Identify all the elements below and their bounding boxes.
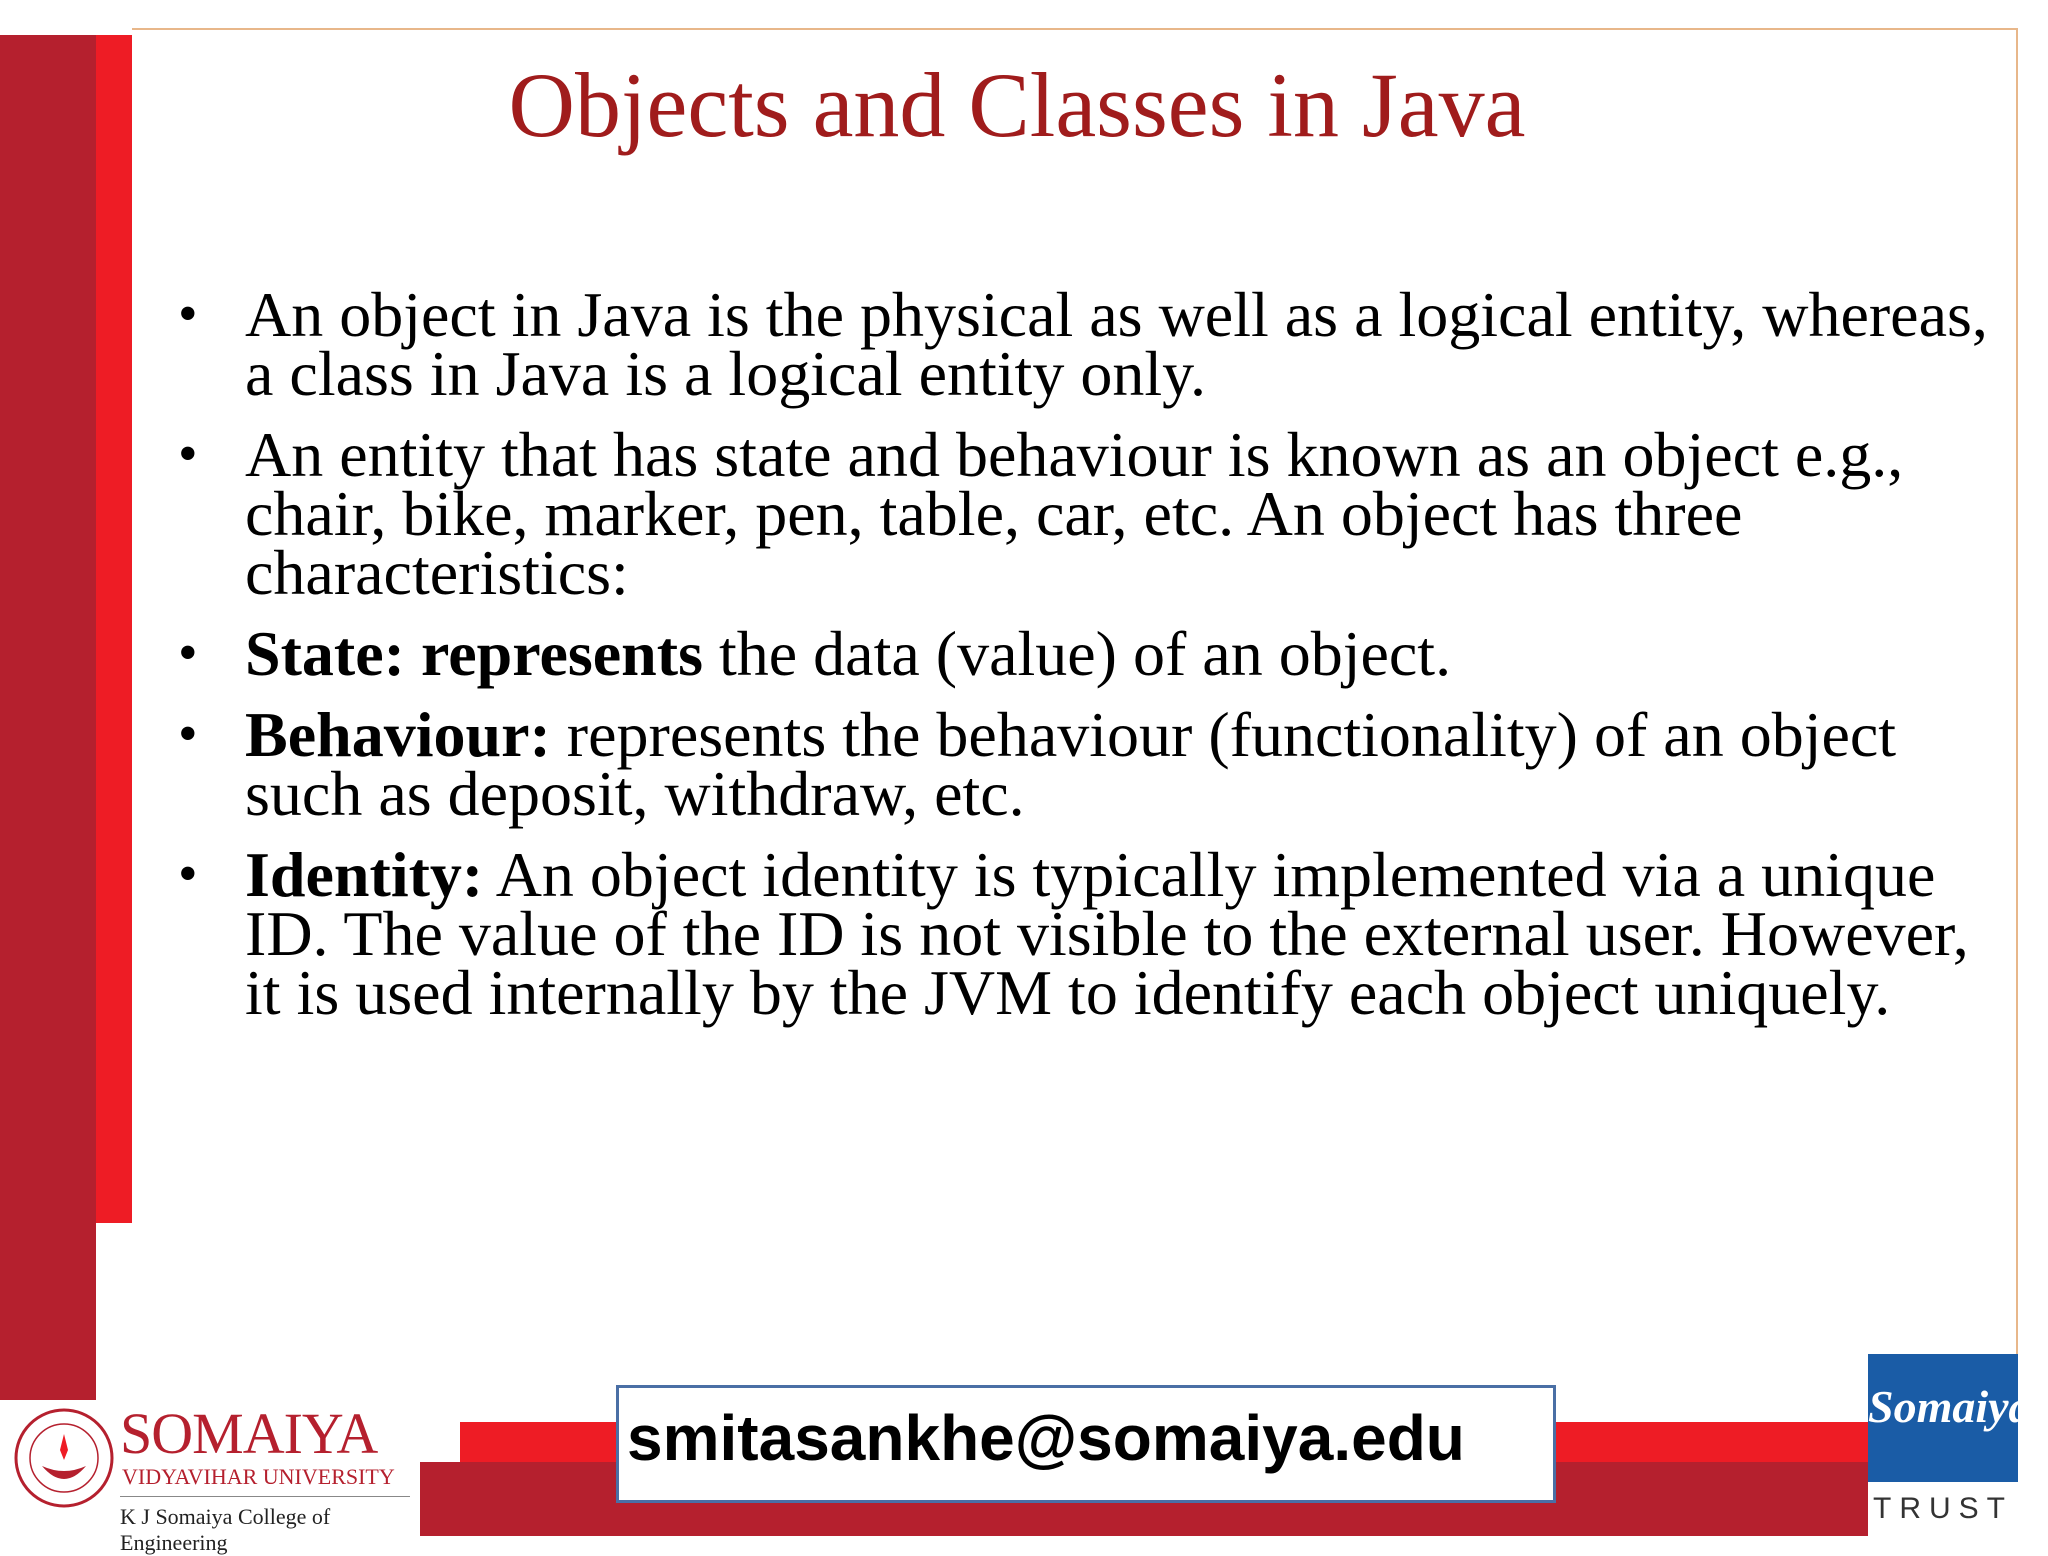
top-border-line: [132, 28, 2018, 30]
presenter-email: smitasankhe@somaiya.edu: [616, 1385, 1556, 1503]
bullet-item: [170, 618, 2010, 689]
left-accent-bar-bright: [96, 35, 132, 1223]
slide-title: Objects and Classes in Java: [508, 54, 1526, 156]
somaiya-trust-logo: [1868, 1354, 2032, 1536]
footer-strip: [420, 1462, 460, 1536]
bullet-item: [170, 699, 2010, 829]
bullet-bold-text: Behaviour:: [245, 699, 551, 770]
bullet-dot-icon: •: [178, 622, 198, 684]
bullet-text: the data (value) of an object.: [702, 618, 1452, 689]
right-border-line: [2016, 28, 2018, 1358]
bullet-dot-icon: •: [178, 283, 198, 345]
somaiya-emblem-icon: [12, 1406, 116, 1510]
bullet-list: [170, 279, 2010, 1044]
bullet-bold-text: State: represents: [245, 618, 703, 689]
left-accent-bar-dark: [0, 35, 96, 1405]
bullet-text: represents the behaviour (functionality) of an object such as deposit, withdraw, etc.: [245, 699, 1897, 829]
bullet-dot-icon: •: [178, 703, 198, 765]
bullet-dot-icon: •: [178, 843, 198, 905]
university-logo: [0, 1400, 420, 1555]
trust-label: TRUST: [1873, 1492, 2013, 1525]
logo-college: K J Somaiya College of Engineering: [120, 1504, 331, 1555]
bullet-dot-icon: •: [178, 423, 198, 485]
logo-university: VIDYAVIHAR UNIVERSITY: [122, 1464, 395, 1489]
bullet-text: An entity that has state and behaviour is known as an object e.g., chair, bike, marker, pen, table, car, etc. An object has three characteristics:: [245, 419, 1904, 608]
logo-name: SOMAIYA: [120, 1401, 378, 1466]
trust-script-text: Somaiya: [1868, 1381, 2032, 1432]
bullet-item: [170, 419, 2010, 608]
logo-divider: [120, 1496, 410, 1497]
bullet-item: [170, 839, 2010, 1028]
bullet-item: [170, 279, 2010, 409]
bullet-bold-text: Identity:: [245, 839, 484, 910]
bullet-text: An object in Java is the physical as well as a logical entity, whereas, a class in Java is a logical entity only.: [245, 279, 1988, 409]
bullet-text: An object identity is typically implemented via a unique ID. The value of the ID is not visible to the external user. However, it is used internally by the JVM to identify each object uniquely.: [245, 839, 1969, 1028]
